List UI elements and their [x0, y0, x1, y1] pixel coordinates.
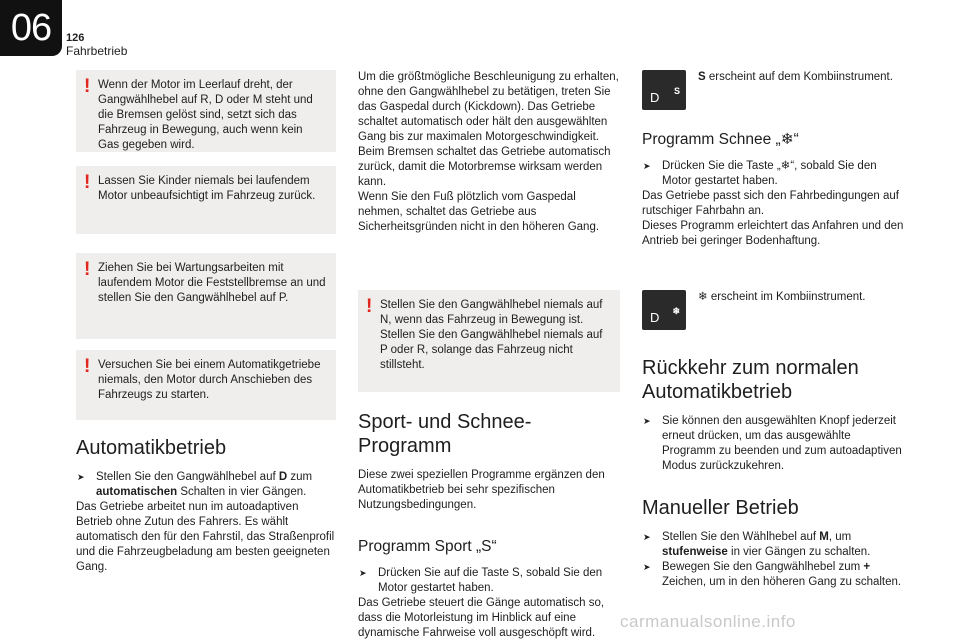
- sport-text: Das Getriebe steuert die Gänge automatisch so, dass die Motorleistung im Hinblick auf eine dynamische Fahrweise voll ausgeschöpft wird.: [358, 597, 605, 639]
- automatik-bullet: ➤ Stellen Sie den Gangwählhebel auf D zum automatischen Schalten in vier Gängen.: [77, 471, 313, 498]
- watermark-link[interactable]: carmanualsonline.info: [620, 612, 796, 631]
- warning-box-neutral-gear: [76, 70, 336, 152]
- snow-mode-indicator: ❄: [672, 306, 680, 316]
- warning-exclamation-icon: !: [84, 356, 91, 377]
- section-title: Fahrbetrieb: [66, 44, 128, 58]
- rueckkehr-heading: Rückkehr zum normalen Automatikbetrieb: [642, 357, 859, 403]
- sport-mode-indicator: S: [673, 86, 680, 96]
- warning-text: Stellen Sie den Gangwählhebel niemals auf P oder R, solange das Fahrzeug nicht stillsteht.: [380, 329, 603, 371]
- schnee-text-2: Dieses Programm erleichtert das Anfahren und den Antrieb bei geringer Bodenhaftung.: [642, 220, 904, 247]
- rueckkehr-bullet: ➤ Sie können den ausgewählten Knopf jederzeit erneut drücken, um das ausgewählte Programm zu beenden und zum autoadaptiven Modus zurückzukehren.: [643, 415, 902, 472]
- gear-indicator: D: [650, 90, 660, 105]
- manuell-bullet-1: ➤ Stellen Sie den Wählhebel auf M, um stufenweise in vier Gängen zu schalten.: [643, 531, 871, 558]
- automatik-heading: Automatikbetrieb: [76, 437, 227, 459]
- warning-text: Versuchen Sie bei einem Automatikgetriebe niemals, den Motor durch Anschieben des Fahrzeugs zu starten.: [98, 359, 321, 401]
- automatik-section: [76, 436, 338, 575]
- sport-bullet: ➤ Drücken Sie auf die Taste S, sobald Sie den Motor gestartet haben.: [359, 567, 603, 594]
- schnee-heading: Programm Schnee „❄“: [642, 131, 799, 148]
- bullet-arrow-icon: ➤: [643, 532, 651, 542]
- chapter-number-tab: 06: [0, 0, 62, 56]
- bullet-arrow-icon: ➤: [77, 472, 85, 482]
- manuell-heading: Manueller Betrieb: [642, 497, 799, 519]
- bullet-arrow-icon: ➤: [643, 562, 651, 572]
- gear-indicator: D: [650, 310, 660, 325]
- sport-schnee-section: [358, 410, 620, 641]
- warning-exclamation-icon: !: [84, 259, 91, 280]
- schnee-section: [642, 130, 906, 249]
- warning-text: Lassen Sie Kinder niemals bei laufendem Motor unbeaufsichtigt im Fahrzeug zurück.: [98, 175, 316, 202]
- warning-box-children: [76, 166, 336, 234]
- manuell-section: [642, 496, 906, 590]
- bullet-arrow-icon: ➤: [643, 161, 651, 171]
- snow-display-note: ❄ erscheint im Kombiinstrument.: [698, 291, 866, 303]
- sport-schnee-heading: Sport- und Schnee-Programm: [358, 411, 532, 457]
- warning-exclamation-icon: !: [84, 76, 91, 97]
- kickdown-text-block: [358, 70, 620, 235]
- page-number: 126: [66, 32, 85, 44]
- warning-box-maintenance: [76, 253, 336, 339]
- warning-box-push-start: [76, 350, 336, 420]
- schnee-bullet: ➤ Drücken Sie die Taste „❄“, sobald Sie den Motor gestartet haben.: [643, 160, 877, 187]
- automatik-text: Das Getriebe arbeitet nun im autoadaptiven Betrieb ohne Zutun des Fahrers. Es wählt automatisch den für den Fahrstil, das Straßenprofil und die Fahrzeugbeladung am besten geeigneten Gang.: [76, 501, 335, 573]
- warning-exclamation-icon: !: [366, 296, 373, 317]
- bullet-arrow-icon: ➤: [359, 568, 367, 578]
- warning-text: Ziehen Sie bei Wartungsarbeiten mit laufendem Motor die Feststellbremse an und stellen Sie den Gangwählhebel auf P.: [98, 262, 326, 304]
- sport-heading: Programm Sport „S“: [358, 538, 497, 555]
- schnee-text-1: Das Getriebe passt sich den Fahrbedingungen auf rutschiger Fahrbahn an.: [642, 190, 899, 217]
- warning-text: Wenn der Motor im Leerlauf dreht, der Gangwählhebel auf R, D oder M steht und die Bremsen gelöst sind, setzt sich das Fahrzeug in Bewegung, auch wenn kein Gas gegeben wird.: [98, 79, 313, 151]
- braking-paragraph: Beim Bremsen schaltet das Getriebe automatisch zurück, damit die Motorbremse wirksam werden kann.: [358, 146, 611, 188]
- bullet-arrow-icon: ➤: [643, 416, 651, 426]
- sport-schnee-intro: Diese zwei speziellen Programme ergänzen den Automatikbetrieb bei sehr spezifischen Nutzungsbedingungen.: [358, 469, 605, 511]
- kickdown-paragraph: Um die größtmögliche Beschleunigung zu erhalten, ohne den Gangwählhebel zu betätigen, treten Sie das Gaspedal durch (Kickdown). Das Getriebe schaltet automatisch oder hält den ausgewählten Gang bis zur maximalen Motorgeschwindigkeit.: [358, 71, 619, 143]
- lift-off-paragraph: Wenn Sie den Fuß plötzlich vom Gaspedal nehmen, schaltet das Getriebe aus Sicherheitsgründen nicht in den höheren Gang.: [358, 191, 600, 233]
- rueckkehr-section: [642, 356, 906, 474]
- warning-exclamation-icon: !: [84, 172, 91, 193]
- instrument-display-sport: [642, 70, 686, 110]
- manuell-bullet-2: ➤ Bewegen Sie den Gangwählhebel zum + Zeichen, um in den höheren Gang zu schalten.: [643, 561, 902, 588]
- instrument-display-snow: [642, 290, 686, 330]
- sport-display-note: S erscheint auf dem Kombiinstrument.: [698, 71, 893, 83]
- warning-box-gear-selection: [358, 290, 620, 392]
- warning-text: Stellen Sie den Gangwählhebel niemals auf N, wenn das Fahrzeug in Bewegung ist.: [380, 299, 603, 326]
